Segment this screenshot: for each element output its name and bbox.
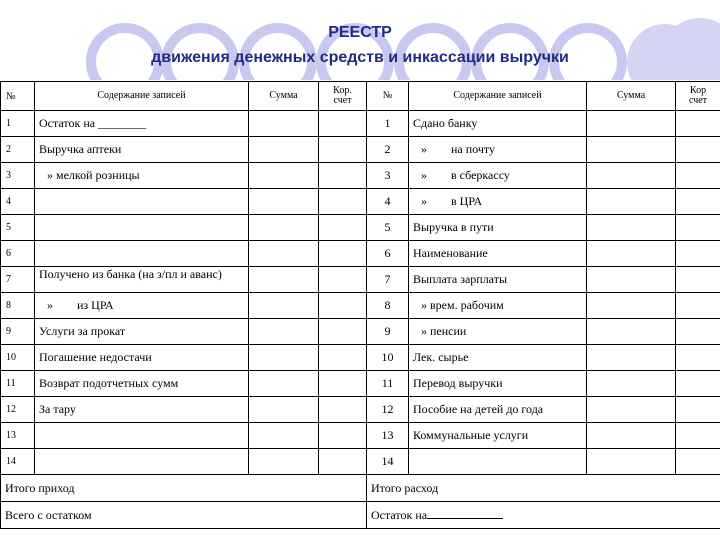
sum-cell[interactable] xyxy=(249,293,319,319)
entry-text[interactable] xyxy=(35,293,249,319)
account-cell-right[interactable] xyxy=(676,189,720,215)
sum-cell[interactable] xyxy=(249,267,319,293)
header-kor-label-right: Кор xyxy=(689,85,707,96)
account-cell-right[interactable] xyxy=(676,423,720,449)
account-cell[interactable] xyxy=(319,397,367,423)
sum-cell[interactable] xyxy=(249,397,319,423)
table-row xyxy=(1,189,720,215)
row-number: 14 xyxy=(1,449,35,475)
header-content: Содержание записей xyxy=(35,82,249,111)
row-number: 6 xyxy=(1,241,35,267)
row-number: 1 xyxy=(1,111,35,137)
account-cell[interactable] xyxy=(319,215,367,241)
total-expense-text: Итого расход xyxy=(371,480,439,495)
entry-text[interactable]: Остаток на ________ xyxy=(35,111,249,137)
account-cell[interactable] xyxy=(319,163,367,189)
sum-cell-right[interactable] xyxy=(587,397,676,423)
entry-text-label: в ЦРА xyxy=(451,194,483,208)
row-number-right: 9 xyxy=(367,319,409,345)
total-with-balance-label xyxy=(1,502,367,529)
account-cell[interactable] xyxy=(319,345,367,371)
header-content-right: Содержание записей xyxy=(409,82,587,111)
row-number-right: 4 xyxy=(367,189,409,215)
table-row xyxy=(1,345,720,371)
header-kor-schet-right xyxy=(676,82,720,111)
row-number-right: 13 xyxy=(367,423,409,449)
page-subtitle: движения денежных средств и инкассации выручки xyxy=(151,49,569,66)
table-row xyxy=(1,111,720,137)
entry-text-right[interactable]: » пенсии xyxy=(409,319,587,345)
sum-cell-right[interactable] xyxy=(587,267,676,293)
sum-cell-right[interactable] xyxy=(587,215,676,241)
entry-text-label: из ЦРА xyxy=(77,298,114,312)
total-expense-label xyxy=(367,475,720,502)
table-row xyxy=(1,215,720,241)
entry-text-right[interactable]: Выручка в пути xyxy=(409,215,587,241)
entry-text-right[interactable] xyxy=(409,163,587,189)
table-row xyxy=(1,163,720,189)
sum-cell[interactable] xyxy=(249,163,319,189)
entry-text[interactable]: » мелкой розницы xyxy=(35,163,249,189)
entry-text-right[interactable]: Лек. сырье xyxy=(409,345,587,371)
entry-text[interactable]: Возврат подотчетных сумм xyxy=(35,371,249,397)
totals-row xyxy=(1,502,720,529)
sum-cell[interactable] xyxy=(249,241,319,267)
row-number: 8 xyxy=(1,293,35,319)
account-cell[interactable] xyxy=(319,137,367,163)
row-number: 4 xyxy=(1,189,35,215)
row-number: 10 xyxy=(1,345,35,371)
sum-cell-right[interactable] xyxy=(587,319,676,345)
entry-text[interactable]: За тару xyxy=(35,397,249,423)
entry-text[interactable] xyxy=(35,215,249,241)
header-kor-schet xyxy=(319,82,367,111)
account-cell-right[interactable] xyxy=(676,241,720,267)
table-row xyxy=(1,397,720,423)
table-row xyxy=(1,423,720,449)
account-cell-right[interactable] xyxy=(676,371,720,397)
account-cell-right[interactable] xyxy=(676,319,720,345)
sum-cell[interactable] xyxy=(249,345,319,371)
account-cell-right[interactable] xyxy=(676,397,720,423)
account-cell-right[interactable] xyxy=(676,137,720,163)
header-schet-label: счет xyxy=(333,95,352,106)
row-number-right: 1 xyxy=(367,111,409,137)
row-number: 11 xyxy=(1,371,35,397)
account-cell[interactable] xyxy=(319,267,367,293)
entry-text[interactable] xyxy=(35,267,249,293)
row-number-right: 14 xyxy=(367,449,409,475)
row-number-right: 12 xyxy=(367,397,409,423)
balance-on-text: Остаток на xyxy=(371,507,428,522)
register-table xyxy=(0,81,720,529)
table-row xyxy=(1,293,720,319)
account-cell-right[interactable] xyxy=(676,267,720,293)
row-number-right: 5 xyxy=(367,215,409,241)
table-row xyxy=(1,449,720,475)
sum-cell-right[interactable] xyxy=(587,137,676,163)
header-sum: Сумма xyxy=(249,82,319,111)
table-row xyxy=(1,267,720,293)
row-number: 13 xyxy=(1,423,35,449)
header-no-right: № xyxy=(367,82,409,111)
table-row xyxy=(1,137,720,163)
table-header-row xyxy=(1,82,720,111)
sum-cell-right[interactable] xyxy=(587,345,676,371)
sum-cell-right[interactable] xyxy=(587,293,676,319)
balance-on-label xyxy=(367,502,720,529)
sum-cell[interactable] xyxy=(249,423,319,449)
entry-text[interactable] xyxy=(35,189,249,215)
entry-text-label: на почту xyxy=(451,142,495,156)
sum-cell[interactable] xyxy=(249,371,319,397)
entry-text-right[interactable]: Пособие на детей до года xyxy=(409,397,587,423)
row-number-right: 8 xyxy=(367,293,409,319)
account-cell-right[interactable] xyxy=(676,111,720,137)
entry-text-right[interactable] xyxy=(409,137,587,163)
balance-date-blank[interactable] xyxy=(427,508,503,519)
account-cell-right[interactable] xyxy=(676,163,720,189)
sum-cell-right[interactable] xyxy=(587,189,676,215)
entry-text[interactable] xyxy=(35,241,249,267)
row-number: 12 xyxy=(1,397,35,423)
header-sum-right: Сумма xyxy=(587,82,676,111)
row-number: 5 xyxy=(1,215,35,241)
entry-text-right[interactable]: Перевод выручки xyxy=(409,371,587,397)
sum-cell[interactable] xyxy=(249,319,319,345)
entry-text[interactable]: Погашение недостачи xyxy=(35,345,249,371)
header-no: № xyxy=(1,82,35,111)
account-cell-right[interactable] xyxy=(676,345,720,371)
account-cell-right[interactable] xyxy=(676,215,720,241)
entry-text[interactable]: Выручка аптеки xyxy=(35,137,249,163)
row-number-right: 2 xyxy=(367,137,409,163)
sum-cell-right[interactable] xyxy=(587,371,676,397)
ditto-mark: » xyxy=(47,298,53,312)
account-cell-right[interactable] xyxy=(676,293,720,319)
table-row xyxy=(1,241,720,267)
account-cell[interactable] xyxy=(319,371,367,397)
entry-text-label: Получено из банка (на з/пл и аванс) xyxy=(39,267,222,281)
sum-cell[interactable] xyxy=(249,111,319,137)
account-cell[interactable] xyxy=(319,423,367,449)
row-number-right: 11 xyxy=(367,371,409,397)
account-cell[interactable] xyxy=(319,293,367,319)
entry-text-right[interactable]: » врем. рабочим xyxy=(409,293,587,319)
total-with-balance-text: Всего с остатком xyxy=(5,507,92,522)
row-number-right: 7 xyxy=(367,267,409,293)
entry-text-right[interactable]: Коммунальные услуги xyxy=(409,423,587,449)
account-cell[interactable] xyxy=(319,319,367,345)
entry-text-right[interactable] xyxy=(409,449,587,475)
account-cell[interactable] xyxy=(319,111,367,137)
ditto-mark: » xyxy=(421,142,427,156)
page-title: РЕЕСТР xyxy=(328,24,392,41)
entry-text-right[interactable]: Сдано банку xyxy=(409,111,587,137)
entry-text-label: в сберкассу xyxy=(451,168,510,182)
account-cell[interactable] xyxy=(319,189,367,215)
total-income-label xyxy=(1,475,367,502)
entry-text[interactable] xyxy=(35,423,249,449)
row-number: 2 xyxy=(1,137,35,163)
sum-cell[interactable] xyxy=(249,215,319,241)
row-number: 3 xyxy=(1,163,35,189)
sum-cell[interactable] xyxy=(249,449,319,475)
row-number: 7 xyxy=(1,267,35,293)
sum-cell-right[interactable] xyxy=(587,111,676,137)
account-cell[interactable] xyxy=(319,449,367,475)
totals-row xyxy=(1,475,720,502)
entry-text-right[interactable] xyxy=(409,189,587,215)
row-number-right: 3 xyxy=(367,163,409,189)
sum-cell-right[interactable] xyxy=(587,449,676,475)
sum-cell-right[interactable] xyxy=(587,163,676,189)
entry-text[interactable]: Услуги за прокат xyxy=(35,319,249,345)
account-cell-right[interactable] xyxy=(676,449,720,475)
sum-cell[interactable] xyxy=(249,137,319,163)
row-number-right: 10 xyxy=(367,345,409,371)
account-cell[interactable] xyxy=(319,241,367,267)
header-kor-label: Кор. xyxy=(333,85,352,96)
row-number-right: 6 xyxy=(367,241,409,267)
entry-text[interactable] xyxy=(35,449,249,475)
entry-text-right[interactable]: Выплата зарплаты xyxy=(409,267,587,293)
sum-cell-right[interactable] xyxy=(587,241,676,267)
entry-text-right[interactable]: Наименование xyxy=(409,241,587,267)
table-row xyxy=(1,371,720,397)
ditto-mark: » xyxy=(421,194,427,208)
sum-cell-right[interactable] xyxy=(587,423,676,449)
total-income-text: Итого приход xyxy=(5,480,75,495)
table-row xyxy=(1,319,720,345)
sum-cell[interactable] xyxy=(249,189,319,215)
row-number: 9 xyxy=(1,319,35,345)
header-schet-label-right: счет xyxy=(688,95,708,106)
ditto-mark: » xyxy=(421,168,427,182)
